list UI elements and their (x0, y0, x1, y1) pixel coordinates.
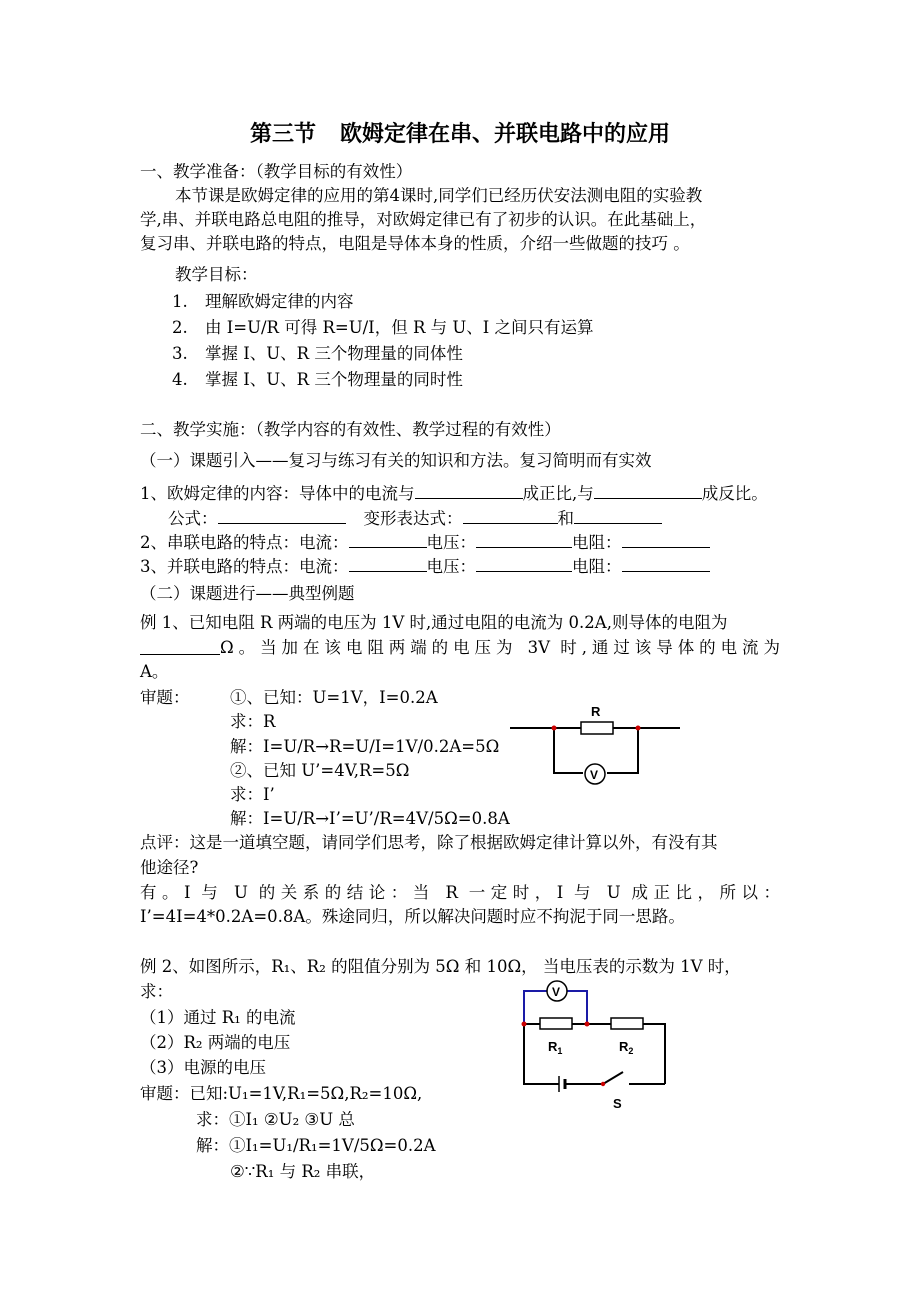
ex1-step-2: 求：R (230, 712, 276, 731)
answer-blank[interactable] (622, 553, 710, 572)
example-1-line-2-text: Ω。当加在该电阻两端的电压为 3V 时,通过该导体的电流为 (220, 638, 780, 657)
and-label: 和 (557, 509, 574, 528)
title-text: 欧姆定律在串、并联电路中的应用 (340, 122, 671, 147)
goal-text: 掌握 I、U、R 三个物理量的同时性 (205, 370, 463, 389)
answer-blank[interactable] (476, 553, 572, 572)
ex1-step-6: 解：I=U/R→I’=U’/R=4V/5Ω=0.8A (230, 809, 510, 828)
resistance-label: 电阻： (572, 533, 622, 552)
answer-blank[interactable] (574, 505, 662, 524)
ex2-ask-2: （2）R₂ 两端的电压 (140, 1033, 291, 1052)
ex2-find: 求：①I₁ ②U₂ ③U 总 (196, 1110, 355, 1129)
comment-line-1: 点评：这是一道填空题，请同学们思考，除了根据欧姆定律计算以外，有没有其 (140, 833, 718, 852)
goal-text: 理解欧姆定律的内容 (205, 292, 354, 311)
resistor-r2 (611, 1018, 643, 1029)
ex2-solve-1: 解：①I₁=U₁/R₁=1V/5Ω=0.2A (196, 1136, 436, 1155)
goal-number: 1. (172, 292, 188, 311)
ex1-step-5: 求：I’ (230, 785, 275, 804)
switch-label: S (613, 1096, 622, 1111)
formula-label: 公式： (168, 509, 218, 528)
example-1-line-3: A。 (140, 662, 169, 681)
goal-number: 2. (172, 318, 188, 337)
answer-blank[interactable] (218, 505, 346, 524)
top-wire (524, 1024, 665, 1084)
intro-line-1: 本节课是欧姆定律的应用的第4课时,同学们已经历伏安法测电阻的实验教 (175, 186, 703, 205)
example-2-line-1: 例 2、如图所示，R₁、R₂ 的阻值分别为 5Ω 和 10Ω， 当电压表的示数为 1V 时， (140, 957, 741, 976)
voltmeter-label: V (552, 985, 561, 999)
ex2-solve-2: ②∵R₁ 与 R₂ 串联， (230, 1162, 376, 1181)
goal-number: 4. (172, 370, 188, 389)
subsection-intro: （一）课题引入——复习与练习有关的知识和方法。复习简明而有实效 (140, 451, 652, 470)
junction-node (636, 726, 641, 731)
ex2-review: 审题：已知:U₁=1V,R₁=5Ω,R₂=10Ω, (140, 1084, 423, 1103)
question-1-end: 成反比。 (701, 484, 768, 503)
resistor-r1 (540, 1018, 572, 1029)
goal-item-4 (172, 368, 463, 392)
goal-item-1 (172, 290, 354, 314)
voltage-label: 电压： (426, 557, 476, 576)
voltage-label: 电压： (426, 533, 476, 552)
ex2-ask-1: （1）通过 R₁ 的电流 (140, 1008, 296, 1027)
answer-blank[interactable] (349, 553, 427, 572)
subsection-examples: （二）课题进行——典型例题 (140, 584, 355, 603)
question-3-text: 3、并联电路的特点：电流： (140, 557, 349, 576)
comment-line-2: 他途径? (140, 858, 199, 877)
junction-node (522, 1022, 527, 1027)
question-2 (140, 529, 710, 555)
answer-blank[interactable] (594, 480, 702, 499)
switch-node (601, 1082, 605, 1086)
answer-blank[interactable] (622, 529, 710, 548)
answer-blank[interactable] (463, 505, 558, 524)
answer-blank[interactable] (476, 529, 572, 548)
circuit-diagram-2 (515, 978, 675, 1113)
voltmeter-label: V (590, 768, 599, 782)
resistor-r1-label: $R_1$ (548, 1039, 563, 1056)
intro-line-2: 学,串、并联电路总电阻的推导，对欧姆定律已有了初步的认识。在此基础上， (140, 210, 707, 229)
resistor-r-label: R (591, 704, 601, 719)
formula-line (168, 505, 662, 531)
section2-heading: 二、教学实施：（教学内容的有效性、教学过程的有效性） (140, 420, 561, 439)
junction-node (585, 1022, 590, 1027)
variant-label: 变形表达式： (363, 509, 463, 528)
comment-line-4: I’=4I=4*0.2A=0.8A。殊途同归，所以解决问题时应不拘泥于同一思路。 (140, 907, 685, 926)
resistor-r2-label: $R_2$ (619, 1039, 634, 1056)
example-1-line-2 (140, 636, 780, 660)
example-1-line-1: 例 1、已知电阻 R 两端的电压为 1V 时,通过电阻的电流为 0.2A,则导体的电阻为 (140, 613, 728, 632)
section1-heading: 一、教学准备：（教学目标的有效性） (140, 162, 413, 181)
ex1-step-4: ②、已知 U’=4V,R=5Ω (230, 761, 410, 780)
ex1-step-1: ①、已知：U=1V，I=0.2A (230, 688, 438, 707)
ex1-step-3: 解：I=U/R→R=U/I=1V/0.2A=5Ω (230, 737, 500, 756)
goal-item-2 (172, 316, 594, 340)
switch-lever (603, 1072, 623, 1084)
answer-blank[interactable] (415, 480, 523, 499)
junction-node (552, 726, 557, 731)
goal-number: 3. (172, 344, 188, 363)
page-title (0, 120, 920, 150)
resistor-r (581, 722, 613, 734)
question-1-mid: 成正比,与 (522, 484, 594, 503)
question-3 (140, 553, 710, 579)
intro-line-3: 复习串、并联电路的特点，电阻是导体本身的性质，介绍一些做题的技巧 。 (140, 234, 690, 253)
goal-item-3 (172, 342, 463, 366)
title-section: 第三节 (249, 122, 316, 147)
example-2-line-2: 求： (140, 982, 173, 1001)
comment-line-3: 有。I 与 U 的关系的结论：当 R 一定时，I 与 U 成正比，所以： (140, 883, 780, 902)
resistance-label: 电阻： (572, 557, 622, 576)
answer-blank[interactable] (349, 529, 427, 548)
question-1 (140, 480, 768, 506)
circuit-diagram-1 (505, 698, 685, 788)
goal-text: 掌握 I、U、R 三个物理量的同体性 (205, 344, 463, 363)
question-1-text: 1、欧姆定律的内容：导体中的电流与 (140, 484, 415, 503)
goals-heading: 教学目标： (175, 265, 258, 284)
meter-wire-left (554, 728, 583, 773)
review-label: 审题： (140, 688, 190, 707)
goal-text: 由 I=U/R 可得 R=U/I，但 R 与 U、I 之间只有运算 (205, 318, 594, 337)
answer-blank[interactable] (140, 636, 220, 655)
question-2-text: 2、串联电路的特点：电流： (140, 533, 349, 552)
left-wire (524, 1024, 559, 1084)
ex2-ask-3: （3）电源的电压 (140, 1058, 266, 1077)
